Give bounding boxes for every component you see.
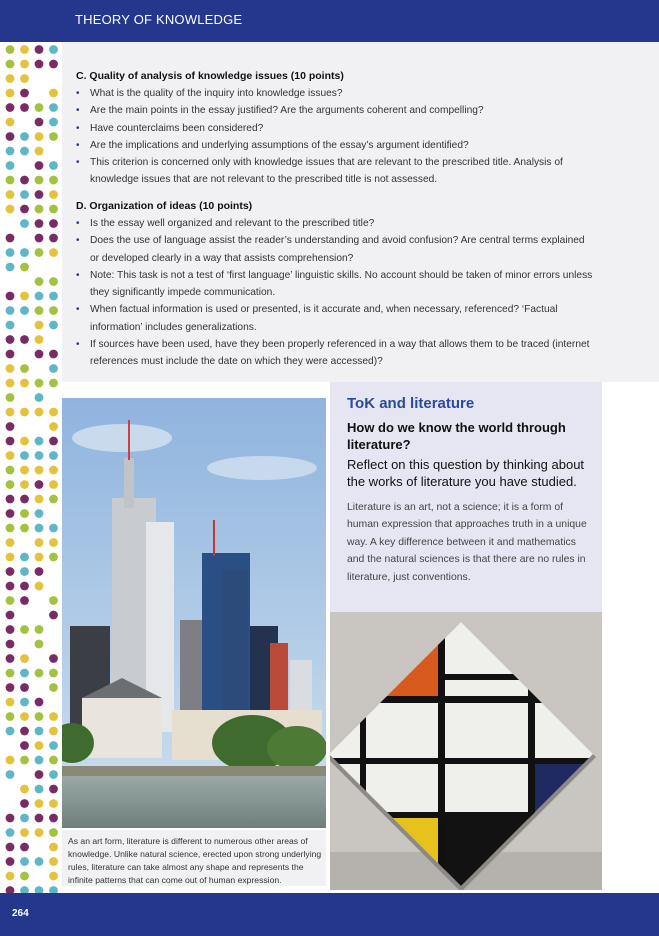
decorative-dot [49,480,58,489]
decorative-dot [6,756,15,765]
criterion-c-list [76,85,596,189]
decorative-dot [20,437,29,446]
decorative-dot [49,872,58,881]
list-item: • What is the quality of the inquiry into knowledge issues? [76,85,596,102]
decorative-dot [6,741,15,750]
decorative-dot [6,118,15,127]
decorative-dot [20,625,29,634]
decorative-dot [35,611,44,620]
decorative-dot [49,248,58,257]
decorative-dot [6,335,15,344]
decorative-dot [35,277,44,286]
decorative-dot [35,698,44,707]
decorative-dot [20,495,29,504]
decorative-dot [20,277,29,286]
decorative-dot [49,292,58,301]
list-item: • Have counterclaims been considered? [76,120,596,137]
decorative-dot [20,596,29,605]
decorative-dot [49,770,58,779]
decorative-dot [20,89,29,98]
decorative-dot [20,814,29,823]
decorative-dot [20,799,29,808]
decorative-dot [49,45,58,54]
decorative-dot [6,509,15,518]
decorative-dot [6,393,15,402]
decorative-dot [35,495,44,504]
decorative-dot [20,828,29,837]
decorative-dot [6,625,15,634]
decorative-dot [6,306,15,315]
decorative-dot [49,727,58,736]
decorative-dot [6,292,15,301]
criterion-d-list [76,215,596,371]
decorative-dot [49,538,58,547]
decorative-dot [49,799,58,808]
decorative-dot [35,640,44,649]
decorative-dot [49,611,58,620]
decorative-dot [20,393,29,402]
decorative-dot [20,669,29,678]
decorative-dot [49,785,58,794]
decorative-dot [20,640,29,649]
decorative-dot [6,437,15,446]
decorative-dot [49,640,58,649]
decorative-dot [35,176,44,185]
decorative-dot [6,553,15,562]
decorative-dot [20,509,29,518]
decorative-dot [49,103,58,112]
decorative-dot [6,785,15,794]
decorative-dot [35,350,44,359]
decorative-dot [35,451,44,460]
decorative-dot [49,393,58,402]
decorative-dot [49,379,58,388]
decorative-dot [49,553,58,562]
tok-title: ToK and literature [347,395,475,412]
decorative-dot [35,408,44,417]
decorative-dot [35,379,44,388]
decorative-dot [20,872,29,881]
decorative-dot [35,625,44,634]
decorative-dot [35,234,44,243]
decorative-dot [49,118,58,127]
decorative-dot [35,263,44,272]
decorative-dot [20,60,29,69]
decorative-dot [49,60,58,69]
decorative-dot [6,45,15,54]
decorative-dot [49,161,58,170]
decorative-dot [6,712,15,721]
decorative-dot [49,451,58,460]
decorative-dot [49,683,58,692]
decorative-dot [6,74,15,83]
decorative-dot [35,147,44,156]
decorative-dot [49,364,58,373]
decorative-dot [6,277,15,286]
decorative-dot [49,625,58,634]
decorative-dot [49,843,58,852]
decorative-dot [35,60,44,69]
decorative-dot [20,553,29,562]
decorative-dot [20,132,29,141]
decorative-dot [35,785,44,794]
frankfurt-skyline-photo [62,398,326,828]
decorative-dot [49,495,58,504]
decorative-dot [6,234,15,243]
decorative-dot [20,712,29,721]
decorative-dot [35,712,44,721]
decorative-dot [20,857,29,866]
decorative-dot [49,756,58,765]
decorative-dot [49,263,58,272]
decorative-dot [6,103,15,112]
decorative-dot [6,451,15,460]
decorative-dot [6,857,15,866]
decorative-dot [35,596,44,605]
decorative-dot [20,190,29,199]
decorative-dot [6,379,15,388]
decorative-dot [35,393,44,402]
decorative-dot [20,205,29,214]
decorative-dot [20,582,29,591]
decorative-dot [6,727,15,736]
decorative-dot [6,190,15,199]
decorative-dot [6,89,15,98]
decorative-dot [35,118,44,127]
decorative-dot [20,306,29,315]
decorative-dot [20,45,29,54]
decorative-dot [49,669,58,678]
decorative-dot [35,292,44,301]
decorative-dot [35,843,44,852]
decorative-dot [35,205,44,214]
list-item: • Does the use of language assist the reader’s understanding and avoid confusion? Are central terms explained or developed clearly in a way that assists comprehension? [76,232,596,267]
decorative-dot [6,495,15,504]
criteria-box [62,42,659,382]
decorative-dot [20,770,29,779]
decorative-dot [20,698,29,707]
decorative-dot [49,89,58,98]
tok-reflect-prompt: Reflect on this question by thinking about the works of literature you have studied. [347,457,585,489]
decorative-dot [6,814,15,823]
decorative-dot [20,103,29,112]
decorative-dot [20,176,29,185]
decorative-dot [6,350,15,359]
decorative-dot [20,756,29,765]
criterion-d [76,198,596,371]
photo-caption: As an art form, literature is different to numerous other areas of knowledge. Unlike natural science, erected upon strong underlying rules, literature can take almost any shape and represents the infinite patterns that can come out of human expression. [68,836,322,885]
decorative-dot [6,176,15,185]
decorative-dot [49,335,58,344]
decorative-dot [20,147,29,156]
decorative-dot [20,741,29,750]
decorative-dot [20,422,29,431]
criterion-d-heading: D. Organization of ideas (10 points) [76,200,253,212]
list-item: • Are the implications and underlying assumptions of the essay’s argument identified? [76,137,596,154]
decorative-dot [49,567,58,576]
decorative-dot [49,234,58,243]
decorative-dot [6,770,15,779]
page-footer [0,893,659,936]
criterion-c [76,68,596,189]
decorative-dot [20,74,29,83]
list-item: • This criterion is concerned only with knowledge issues that are relevant to the prescribed title. Analysis of knowledge issues that are not relevant to the prescribed title is not assessed. [76,154,596,189]
decorative-dot [35,654,44,663]
dot-pattern-margin [0,0,70,936]
decorative-dot [20,118,29,127]
decorative-dot [49,698,58,707]
decorative-dot [35,828,44,837]
decorative-dot [35,582,44,591]
decorative-dot [35,567,44,576]
decorative-dot [6,683,15,692]
decorative-dot [49,857,58,866]
tok-body-text: Literature is an art, not a science; it is a form of human expression that approaches truth in a unique way. A key difference between it and mathematics and the natural sciences is that there are no rules in literature, just conventions. [347,502,587,583]
decorative-dot [6,263,15,272]
decorative-dot [35,45,44,54]
tok-literature-box [330,382,602,612]
decorative-dot [6,480,15,489]
decorative-dot [35,538,44,547]
decorative-dot [35,799,44,808]
decorative-dot [35,683,44,692]
decorative-dot [49,582,58,591]
list-item: • When factual information is used or presented, is it accurate and, when necessary, referenced? ‘Factual information’ includes generalizations. [76,301,596,336]
decorative-dot [49,741,58,750]
decorative-dot [49,814,58,823]
decorative-dot [6,161,15,170]
decorative-dot [49,712,58,721]
decorative-dot [20,611,29,620]
decorative-dot [35,74,44,83]
decorative-dot [20,451,29,460]
decorative-dot [6,364,15,373]
decorative-dot [6,640,15,649]
decorative-dot [20,321,29,330]
decorative-dot [35,422,44,431]
decorative-dot [49,219,58,228]
decorative-dot [49,176,58,185]
decorative-dot [6,205,15,214]
decorative-dot [6,408,15,417]
decorative-dot [20,408,29,417]
decorative-dot [35,306,44,315]
decorative-dot [49,466,58,475]
decorative-dot [35,669,44,678]
decorative-dot [6,567,15,576]
decorative-dot [20,727,29,736]
decorative-dot [20,292,29,301]
decorative-dot [6,872,15,881]
decorative-dot [20,683,29,692]
decorative-dot [6,147,15,156]
decorative-dot [6,654,15,663]
decorative-dot [6,611,15,620]
decorative-dot [35,524,44,533]
decorative-dot [35,770,44,779]
decorative-dot [20,350,29,359]
decorative-dot [20,161,29,170]
decorative-dot [6,538,15,547]
decorative-dot [20,335,29,344]
decorative-dot [20,219,29,228]
decorative-dot [35,89,44,98]
decorative-dot [35,161,44,170]
decorative-dot [6,582,15,591]
decorative-dot [6,466,15,475]
decorative-dot [49,277,58,286]
decorative-dot [20,785,29,794]
decorative-dot [6,698,15,707]
decorative-dot [49,422,58,431]
decorative-dot [49,321,58,330]
decorative-dot [6,596,15,605]
decorative-dot [20,263,29,272]
decorative-dot [20,480,29,489]
decorative-dot [35,814,44,823]
page-number: 264 [12,908,29,919]
decorative-dot [35,480,44,489]
decorative-dot [35,219,44,228]
decorative-dot [20,843,29,852]
running-header-title: THEORY OF KNOWLEDGE [75,12,243,27]
decorative-dot [35,741,44,750]
decorative-dot [6,132,15,141]
decorative-dot [35,727,44,736]
decorative-dot [35,756,44,765]
decorative-dot [49,524,58,533]
decorative-dot [49,596,58,605]
decorative-dot [6,524,15,533]
list-item: • Note: This task is not a test of ‘first language’ linguistic skills. No account should be taken of minor errors unless they significantly impede communication. [76,267,596,302]
decorative-dot [20,524,29,533]
decorative-dot [35,335,44,344]
decorative-dot [20,234,29,243]
decorative-dot [6,422,15,431]
decorative-dot [35,857,44,866]
decorative-dot [35,132,44,141]
decorative-dot [6,843,15,852]
decorative-dot [49,132,58,141]
decorative-dot [20,248,29,257]
decorative-dot [35,466,44,475]
decorative-dot [6,669,15,678]
decorative-dot [35,190,44,199]
decorative-dot [35,248,44,257]
decorative-dot [49,350,58,359]
page-header [0,0,659,42]
decorative-dot [20,379,29,388]
decorative-dot [20,654,29,663]
mondrian-lozenge-painting [330,612,602,890]
decorative-dot [35,509,44,518]
decorative-dot [49,190,58,199]
decorative-dot [6,828,15,837]
list-item: • Is the essay well organized and relevant to the prescribed title? [76,215,596,232]
decorative-dot [35,437,44,446]
decorative-dot [20,538,29,547]
decorative-dot [49,654,58,663]
list-item: • If sources have been used, have they been properly referenced in a way that allows them to be traced (internet references must include the date on which they were accessed)? [76,336,596,371]
decorative-dot [49,408,58,417]
tok-question: How do we know the world through literature? [347,420,566,452]
decorative-dot [49,74,58,83]
decorative-dot [6,219,15,228]
decorative-dot [35,103,44,112]
decorative-dot [20,567,29,576]
decorative-dot [49,306,58,315]
decorative-dot [35,364,44,373]
decorative-dot [35,321,44,330]
decorative-dot [49,828,58,837]
decorative-dot [35,872,44,881]
decorative-dot [6,60,15,69]
decorative-dot [49,147,58,156]
decorative-dot [20,466,29,475]
decorative-dot [35,553,44,562]
photo-caption-box [62,830,326,886]
decorative-dot [20,364,29,373]
decorative-dot [6,248,15,257]
decorative-dot [49,509,58,518]
decorative-dot [6,321,15,330]
decorative-dot [49,205,58,214]
decorative-dot [49,437,58,446]
list-item: • Are the main points in the essay justified? Are the arguments coherent and compelling? [76,102,596,119]
criterion-c-heading: C. Quality of analysis of knowledge issues (10 points) [76,70,344,82]
decorative-dot [6,799,15,808]
